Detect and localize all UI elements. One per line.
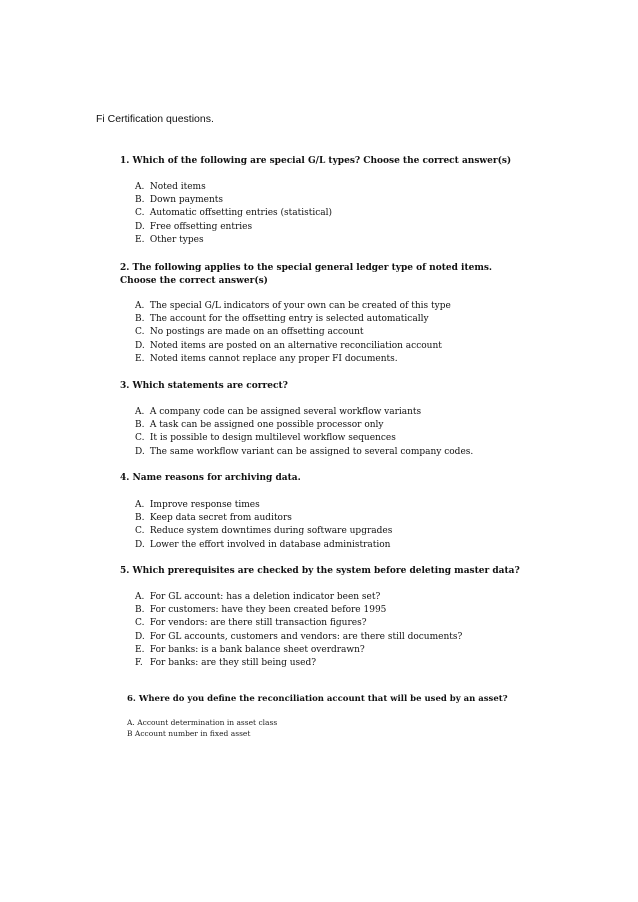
option: F. For banks: are they still being used? [135, 658, 317, 669]
option: B. A task can be assigned one possible processor only [135, 420, 384, 431]
option: C. No postings are made on an offsetting account [135, 327, 364, 338]
option: B. Keep data secret from auditors [135, 513, 292, 524]
option: B Account number in fixed asset [127, 728, 251, 738]
option: E. Other types [135, 234, 204, 245]
option: B. Down payments [135, 195, 223, 206]
question-2-line-1: 2. The following applies to the special general ledger type of noted items. [120, 263, 493, 273]
option: A. For GL account: has a deletion indicator been set? [135, 592, 381, 602]
option: C. Automatic offsetting entries (statistical) [135, 208, 333, 219]
option: A. A company code can be assigned several workflow variants [135, 407, 422, 417]
option: C. For vendors: are there still transaction figures? [135, 618, 367, 629]
question-5-options [135, 591, 462, 670]
option: A. Noted items [135, 182, 206, 192]
question-2 [120, 262, 492, 288]
option: A. The special G/L indicators of your own can be created of this type [135, 301, 451, 311]
question-6: 6. Where do you define the reconciliation account that will be used by an asset? [127, 694, 508, 704]
option: D. The same workflow variant can be assigned to several company codes. [135, 446, 474, 457]
question-4: 4. Name reasons for archiving data. [120, 473, 301, 483]
option: A. Improve response times [135, 500, 260, 510]
question-2-options [135, 300, 451, 366]
question-2-line-2: Choose the correct answer(s) [120, 276, 268, 286]
document-title: Fi Certification questions. [96, 113, 214, 125]
question-6-options [127, 718, 277, 739]
question-1-options [135, 181, 332, 247]
question-1: 1. Which of the following are special G/L types? Choose the correct answer(s) [120, 156, 512, 166]
option: C. Reduce system downtimes during software upgrades [135, 526, 393, 537]
option: D. For GL accounts, customers and vendors: are there still documents? [135, 631, 463, 642]
question-4-options [135, 499, 392, 552]
question-3-options [135, 406, 473, 459]
option: C. It is possible to design multilevel workflow sequences [135, 433, 396, 444]
question-3: 3. Which statements are correct? [120, 381, 288, 391]
question-5: 5. Which prerequisites are checked by the system before deleting master data? [120, 566, 520, 576]
option: A. Account determination in asset class [127, 718, 278, 727]
option: E. For banks: is a bank balance sheet overdrawn? [135, 644, 365, 655]
option: D. Free offsetting entries [135, 221, 253, 232]
option: D. Lower the effort involved in database administration [135, 539, 391, 550]
option: E. Noted items cannot replace any proper FI documents. [135, 353, 398, 364]
option: B. For customers: have they been created before 1995 [135, 605, 387, 616]
option: D. Noted items are posted on an alternative reconciliation account [135, 340, 442, 351]
option: B. The account for the offsetting entry is selected automatically [135, 314, 429, 325]
